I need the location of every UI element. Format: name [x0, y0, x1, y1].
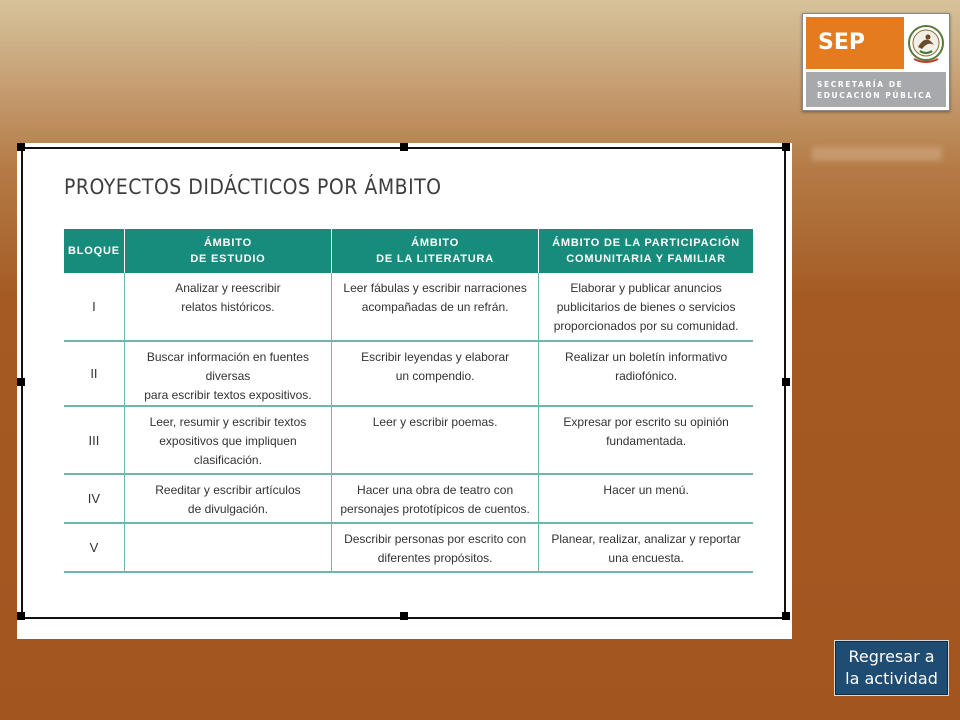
- logo-caption-line1: SECRETARÍA DE: [817, 80, 904, 89]
- resize-handle[interactable]: [782, 143, 790, 151]
- projects-table: [64, 229, 753, 573]
- logo-abbreviation: SEP: [806, 17, 904, 69]
- cell-text: Hacer una obra de teatro con: [357, 483, 514, 497]
- header-text: DE ESTUDIO: [190, 253, 266, 265]
- cell-text: para escribir textos expositivos.: [144, 388, 312, 402]
- cell-text: radiofónico.: [615, 369, 678, 383]
- resize-handle[interactable]: [17, 143, 25, 151]
- table-row: [64, 474, 753, 523]
- bloque-cell: III: [64, 406, 124, 474]
- cell-text: personajes prototípicos de cuentos.: [340, 502, 530, 516]
- cell-text: clasificación.: [193, 453, 262, 467]
- cell-text: relatos históricos.: [181, 300, 275, 314]
- header-text: BLOQUE: [68, 245, 120, 257]
- bloque-cell: IV: [64, 474, 124, 523]
- cell-text: Analizar y reescribir: [175, 281, 281, 295]
- resize-handle[interactable]: [782, 612, 790, 620]
- cell-estudio: [124, 523, 331, 572]
- table-row: [64, 523, 753, 572]
- resize-handle[interactable]: [782, 378, 790, 386]
- document-title: PROYECTOS DIDÁCTICOS POR ÁMBITO: [64, 175, 442, 199]
- table-header-cell: [64, 229, 124, 273]
- resize-handle[interactable]: [17, 378, 25, 386]
- cell-estudio: [124, 341, 331, 406]
- cell-text: Expresar por escrito su opinión: [563, 415, 729, 429]
- cell-literatura: [332, 341, 539, 406]
- return-button-line1: Regresar a: [848, 647, 935, 666]
- cell-literatura: [332, 523, 539, 572]
- mexico-seal-icon: [906, 19, 946, 67]
- bloque-cell: V: [64, 523, 124, 572]
- cell-text: diferentes propósitos.: [377, 551, 493, 565]
- cell-text: Planear, realizar, analizar y reportar: [551, 532, 741, 546]
- logo-top: [806, 17, 946, 69]
- cell-text: Escribir leyendas y elaborar: [361, 350, 510, 364]
- table-row: [64, 341, 753, 406]
- logo-caption-line2: EDUCACIÓN PÚBLICA: [817, 91, 933, 100]
- cell-text: Hacer un menú.: [603, 483, 689, 497]
- cell-literatura: [332, 474, 539, 523]
- cell-text: acompañadas de un refrán.: [361, 300, 509, 314]
- bloque-cell: II: [64, 341, 124, 406]
- return-to-activity-button[interactable]: [834, 640, 949, 696]
- cell-text: Reeditar y escribir artículos: [155, 483, 301, 497]
- cell-text: Buscar información en fuentes diversas: [146, 350, 309, 383]
- cell-text: de divulgación.: [187, 502, 268, 516]
- resize-handle[interactable]: [400, 612, 408, 620]
- cell-estudio: [124, 406, 331, 474]
- cell-estudio: [124, 273, 331, 341]
- cell-literatura: [332, 406, 539, 474]
- cell-participacion: [539, 273, 753, 341]
- table-header-row: [64, 229, 753, 273]
- resize-handle[interactable]: [17, 612, 25, 620]
- cell-literatura: [332, 273, 539, 341]
- logo-caption: [806, 72, 946, 107]
- table-row: [64, 273, 753, 341]
- cell-text: un compendio.: [395, 369, 475, 383]
- cell-text: expositivos que impliquen: [159, 434, 297, 448]
- header-text: ÁMBITO DE LA PARTICIPACIÓN: [552, 237, 741, 249]
- resize-handle[interactable]: [400, 143, 408, 151]
- header-text: DE LA LITERATURA: [376, 253, 495, 265]
- cell-estudio: [124, 474, 331, 523]
- table-row: [64, 406, 753, 474]
- cell-text: Realizar un boletín informativo: [565, 350, 728, 364]
- cell-text: Leer y escribir poemas.: [372, 415, 498, 429]
- cell-participacion: [539, 341, 753, 406]
- bloque-cell: I: [64, 273, 124, 341]
- cell-participacion: [539, 523, 753, 572]
- decorative-blur: [812, 147, 942, 161]
- cell-text: Elaborar y publicar anuncios: [570, 281, 722, 295]
- cell-participacion: [539, 474, 753, 523]
- table-header-cell: [124, 229, 331, 273]
- return-button-line2: la actividad: [845, 669, 938, 688]
- cell-participacion: [539, 406, 753, 474]
- cell-text: publicitarios de bienes o servicios: [556, 300, 736, 314]
- document-image: [17, 143, 792, 639]
- header-text: ÁMBITO: [203, 237, 252, 249]
- sep-logo: [802, 13, 950, 111]
- table-header-cell: [539, 229, 753, 273]
- cell-text: una encuesta.: [608, 551, 684, 565]
- header-text: ÁMBITO: [411, 237, 460, 249]
- header-text: COMUNITARIA Y FAMILIAR: [566, 253, 726, 265]
- cell-text: Leer, resumir y escribir textos: [149, 415, 307, 429]
- cell-text: Leer fábulas y escribir narraciones: [343, 281, 527, 295]
- cell-text: fundamentada.: [606, 434, 687, 448]
- cell-text: Describir personas por escrito con: [344, 532, 527, 546]
- cell-text: proporcionados por su comunidad.: [553, 319, 739, 333]
- table-header-cell: [332, 229, 539, 273]
